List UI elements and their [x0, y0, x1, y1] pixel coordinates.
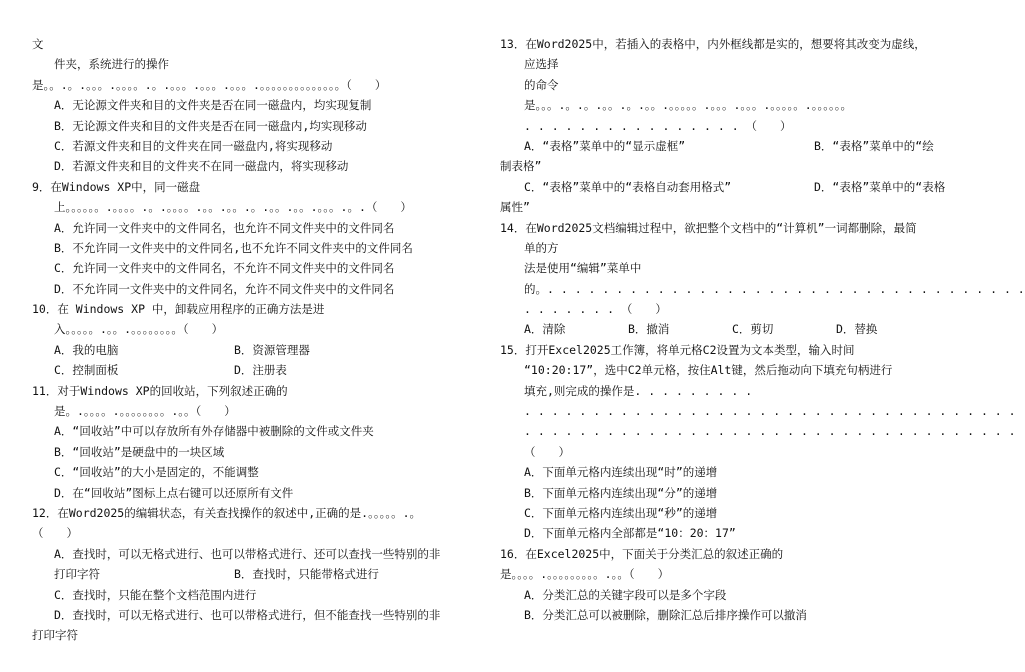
- text-line: A．无论源文件夹和目的文件夹是否在同一磁盘内，均实现复制: [54, 98, 372, 113]
- text-line: 12．在Word2025的编辑状态，有关查找操作的叙述中,正确的是.。。。。。.。: [32, 505, 422, 520]
- option-text: B．资源管理器: [234, 342, 310, 357]
- text-line: 10．在 Windows XP 中，卸载应用程序的正确方法是进: [32, 302, 325, 317]
- text-line: 是。.。。。。.。。。。。。。。.。。（ ）: [54, 404, 236, 419]
- option-text: B．撤消: [628, 322, 670, 337]
- text-line: B．无论源文件夹和目的文件夹是否在同一磁盘内,均实现移动: [54, 118, 367, 133]
- text-line: [32, 564, 492, 584]
- option-text: D．替换: [836, 322, 878, 337]
- text-line: . . . . . . . . . . . . . . . . . . . . . . . . . . . . . . . . . . . .: [524, 404, 1016, 419]
- text-line: 文: [32, 37, 44, 51]
- text-line: A．下面单元格内连续出现“时”的递增: [524, 465, 718, 480]
- text-line: 入。。。。。.。。.。。。。。。。。（ ）: [54, 322, 224, 337]
- text-line: D．下面单元格内全部都是“10：20：17”: [524, 526, 736, 541]
- right-column: [500, 34, 1025, 625]
- option-text: A．“表格”菜单中的“显示虚框”: [524, 138, 686, 153]
- text-line: . . . . . . . . . . . . . . . . . . . . . . . . . . . . . . . . . . . .: [524, 424, 1016, 439]
- text-line: 是。。。。.。。。。。。。。。.。。（ ）: [500, 567, 670, 582]
- option-text: C．剪切: [732, 322, 774, 337]
- text-line: （ ）: [32, 526, 78, 541]
- text-line: [32, 360, 492, 380]
- text-line: 应选择: [524, 57, 559, 72]
- text-line: 法是使用“编辑”菜单中: [524, 261, 642, 276]
- option-text: 打印字符: [54, 567, 100, 582]
- text-line: C．“回收站”的大小是固定的，不能调整: [54, 465, 259, 480]
- text-line: 单的方: [524, 240, 559, 255]
- text-line: B．下面单元格内连续出现“分”的递增: [524, 485, 718, 500]
- text-line: 14．在Word2025文档编辑过程中，欲把整个文档中的“计算机”一词都删除，最简: [500, 220, 917, 235]
- text-line: [500, 319, 960, 339]
- text-line: 填充,则完成的操作是. . . . . . . . .: [524, 383, 753, 398]
- text-line: [32, 340, 492, 360]
- text-line: 属性”: [500, 200, 530, 215]
- option-text: A．我的电脑: [54, 342, 119, 357]
- option-text: B．“表格”菜单中的“绘: [814, 138, 934, 153]
- text-line: 13．在Word2025中，若插入的表格中，内外框线都是实的，想要将其改变为虚线，: [500, 37, 926, 51]
- text-line: A．允许同一文件夹中的文件同名，也允许不同文件夹中的文件同名: [54, 220, 395, 235]
- text-line: “10:20:17”，选中C2单元格，按住Alt键，然后拖动向下填充句柄进行: [524, 363, 893, 378]
- text-line: D．在“回收站”图标上点右键可以还原所有文件: [54, 485, 294, 500]
- left-column: [32, 34, 492, 646]
- text-line: C．允许同一文件夹中的文件同名，不允许不同文件夹中的文件同名: [54, 261, 395, 276]
- text-line: A．分类汇总的关键字段可以是多个字段: [524, 587, 727, 602]
- text-line: 制表格”: [500, 159, 542, 174]
- text-line: A．“回收站”中可以存放所有外存储器中被删除的文件或文件夹: [54, 424, 374, 439]
- text-line: D．不允许同一文件夹中的文件同名，允许不同文件夹中的文件同名: [54, 281, 395, 296]
- text-line: [500, 136, 960, 156]
- option-text: B．查找时，只能带格式进行: [234, 567, 379, 582]
- text-line: 16．在Excel2025中，下面关于分类汇总的叙述正确的: [500, 546, 784, 561]
- option-text: D．注册表: [234, 363, 287, 378]
- option-text: C．控制面板: [54, 363, 119, 378]
- text-line: D．查找时，可以无格式进行、也可以带格式进行，但不能查找一些特别的非: [54, 607, 441, 622]
- text-line: . . . . . . . . . . . . . . . . （ ）: [524, 118, 792, 133]
- text-line: A．查找时，可以无格式进行、也可以带格式进行、还可以查找一些特别的非: [54, 546, 441, 561]
- text-line: 是。。。.。.。.。。.。.。。.。。。。。.。。。.。。。.。。。。。.。。。。。。: [524, 98, 852, 113]
- text-line: （ ）: [524, 444, 570, 459]
- option-text: D．“表格”菜单中的“表格: [814, 179, 946, 194]
- text-line: 打印字符: [32, 628, 78, 643]
- text-line: B．分类汇总可以被删除，删除汇总后排序操作可以撤消: [524, 607, 807, 622]
- text-line: [500, 177, 960, 197]
- option-text: C．“表格”菜单中的“表格自动套用格式”: [524, 179, 732, 194]
- option-text: A．清除: [524, 322, 566, 337]
- text-line: 上。。。。。。.。。。。.。.。。。。.。。.。。.。.。。.。。.。。。.。.（ ）: [54, 200, 412, 215]
- text-line: 的。. . . . . . . . . . . . . . . . . . . . . . . . . . . . . . . . . . .: [524, 281, 1025, 296]
- text-line: C．查找时，只能在整个文档范围内进行: [54, 587, 257, 602]
- text-line: C．若源文件夹和目的文件夹在同一磁盘内,将实现移动: [54, 138, 333, 153]
- text-line: B．不允许同一文件夹中的文件同名,也不允许不同文件夹中的文件同名: [54, 240, 413, 255]
- text-line: C．下面单元格内连续出现“秒”的递增: [524, 505, 718, 520]
- text-line: 件夹，系统进行的操作: [54, 57, 169, 72]
- text-line: 15．打开Excel2025工作簿，将单元格C2设置为文本类型，输入时间: [500, 342, 855, 357]
- text-line: B．“回收站”是硬盘中的一块区域: [54, 444, 225, 459]
- text-line: 9．在Windows XP中，同一磁盘: [32, 179, 201, 194]
- text-line: D．若源文件夹和目的文件夹不在同一磁盘内，将实现移动: [54, 159, 349, 174]
- text-line: 是。。.。.。。。.。。。。.。.。。。.。。。.。。。.。。。。。。。。。。。。。。（ ）: [32, 77, 387, 92]
- text-line: . . . . . . . （ ）: [524, 302, 667, 317]
- text-line: 的命令: [524, 77, 559, 92]
- text-line: 11．对于Windows XP的回收站，下列叙述正确的: [32, 383, 288, 398]
